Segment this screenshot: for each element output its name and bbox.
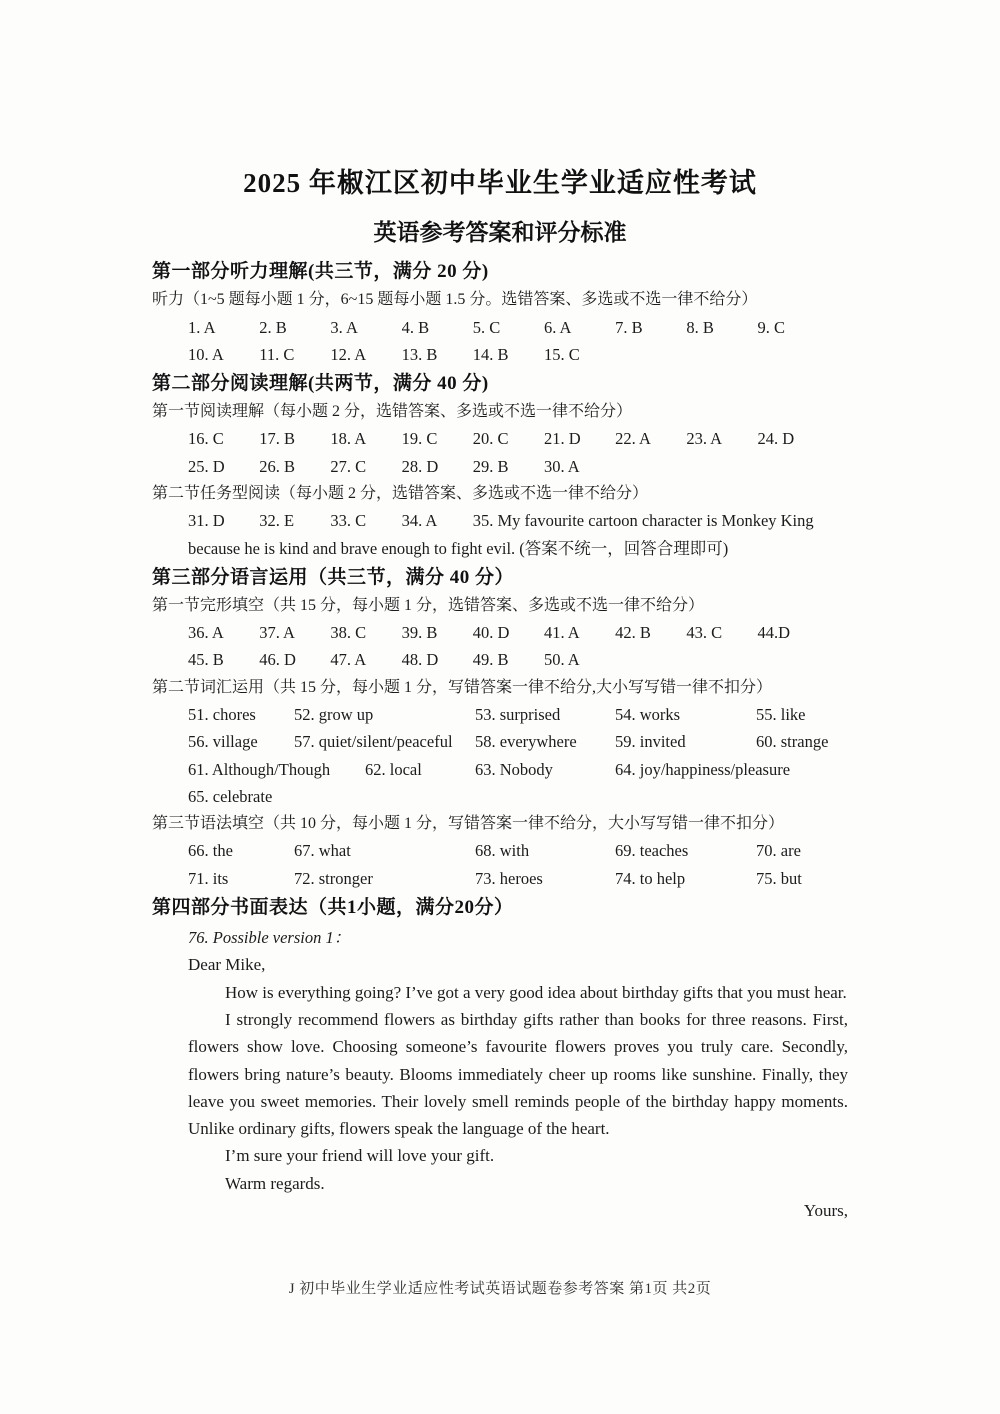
answer-item: 8. B [686, 317, 714, 337]
answer-row-grammar-2 [188, 865, 848, 892]
answer-item: 70. are [756, 841, 801, 861]
answer-item: 50. A [543, 650, 580, 670]
answer-item: 45. B [188, 650, 224, 670]
answer-item: 73. heroes [475, 868, 543, 888]
part3-section3-note: 第三节语法填空（共 10 分，每小题 1 分，写错答案一律不给分，大小写写错一律不扣分） [152, 814, 785, 832]
answer-row-vocab-3 [188, 756, 848, 783]
answer-item: 64. joy/happiness/pleasure [615, 759, 791, 779]
answer-item: 18. A [330, 429, 367, 449]
answer-item: 56. village [188, 732, 258, 752]
answer-row-cloze-1 [188, 619, 848, 646]
answer-item: 19. C [401, 429, 438, 449]
answer-item: 21. D [543, 429, 581, 449]
letter-closing: Warm regards. [225, 1173, 325, 1193]
answer-item: 3. A [330, 317, 358, 337]
part2-heading: 第二部分阅读理解(共两节，满分 40 分) [152, 372, 489, 394]
answer-item: 51. chores [188, 705, 256, 725]
answer-item: 13. B [401, 344, 438, 364]
answer-item: 74. to help [615, 868, 686, 888]
answer-row-listening-1 [188, 314, 848, 341]
answer-item: 69. teaches [615, 841, 689, 861]
exam-subtitle: 英语参考答案和评分标准 [373, 220, 627, 245]
answer-item: 71. its [188, 868, 229, 888]
answer-item: 10. A [188, 344, 224, 364]
answer-item: 44.D [757, 623, 791, 643]
answer-item: 31. D [188, 511, 225, 531]
page-footer: J 初中毕业生学业适应性考试英语试题卷参考答案 第1页 共2页 [288, 1281, 712, 1297]
letter-salutation: Dear Mike, [188, 955, 266, 975]
answer-item: 2. B [259, 317, 287, 337]
answer-row-vocab-4 [188, 783, 848, 810]
answer-item: 58. everywhere [475, 732, 577, 752]
answer-item: 1. A [188, 317, 216, 337]
letter-signature: Yours, [803, 1201, 848, 1221]
answer-item: 4. B [401, 317, 430, 337]
answer-item: 14. B [472, 344, 509, 364]
answer-item: 75. but [756, 868, 802, 888]
answer-item: 20. C [472, 429, 509, 449]
answer-item: 67. what [294, 841, 351, 861]
answer-item: 26. B [259, 456, 295, 476]
answer-item: 5. C [472, 317, 501, 337]
answer-item: 52. grow up [294, 705, 374, 725]
answer-item: 27. C [330, 456, 367, 476]
answer-item: 34. A [401, 511, 438, 531]
answer-item: 57. quiet/silent/peaceful [294, 732, 453, 752]
part4-heading: 第四部分书面表达（共1小题，满分20分） [152, 896, 514, 918]
answer-item: 35. My favourite cartoon character is Monkey King [472, 511, 814, 531]
answer-item: 32. E [259, 511, 295, 531]
part1-listening-note: 听力（1~5 题每小题 1 分，6~15 题每小题 1.5 分。选错答案、多选或不选一律不给分） [152, 291, 758, 308]
answer-item: 12. A [330, 344, 367, 364]
letter-paragraph-1: How is everything going? I’ve got a very good idea about birthday gifts that you must hear. [225, 982, 847, 1002]
answer-row-reading-2 [188, 453, 848, 480]
answer-item: 28. D [401, 456, 439, 476]
letter-paragraph-3: I’m sure your friend will love your gift. [225, 1146, 495, 1166]
answer-item: 6. A [543, 317, 572, 337]
answer-item: 49. B [472, 650, 509, 670]
answer-item: 16. C [188, 429, 224, 449]
part3-section2-note: 第二节词汇运用（共 15 分，每小题 1 分，写错答案一律不给分,大小写写错一律不扣分） [152, 678, 773, 696]
answer-item: 9. C [757, 317, 786, 337]
part2-section1-note: 第一节阅读理解（每小题 2 分，选错答案、多选或不选一律不给分） [152, 402, 633, 420]
answer-item: 46. D [259, 650, 296, 670]
part3-section1-note: 第一节完形填空（共 15 分，每小题 1 分，选错答案、多选或不选一律不给分） [152, 596, 705, 614]
answer-item: 41. A [543, 623, 580, 643]
answer-row-vocab-2 [188, 728, 848, 755]
answer-item: 55. like [756, 705, 806, 725]
part1-heading: 第一部分听力理解(共三节，满分 20 分) [152, 261, 489, 282]
answer-item: 47. A [330, 650, 367, 670]
answer-row-cloze-2 [188, 646, 848, 673]
answer-item: 72. stronger [294, 868, 373, 888]
part2-section2-note: 第二节任务型阅读（每小题 2 分，选错答案、多选或不选一律不给分） [152, 484, 649, 502]
answer-item: 65. celebrate [188, 786, 273, 806]
answer-item: 38. C [330, 623, 367, 643]
answer-item: 37. A [259, 623, 295, 643]
answer-item: 60. strange [756, 732, 829, 752]
answer-item: 42. B [615, 623, 651, 643]
answer-item: 53. surprised [475, 705, 561, 725]
answer-item: 54. works [615, 705, 681, 725]
part3-heading: 第三部分语言运用（共三节，满分 40 分） [152, 566, 515, 588]
answer-row-vocab-1 [188, 701, 848, 728]
answer-item: 39. B [401, 623, 438, 643]
answer-item: 66. the [188, 841, 233, 861]
answer-item: 40. D [472, 623, 510, 643]
answer-item: 11. C [259, 344, 295, 364]
answer-item: 36. A [188, 623, 224, 643]
answer-item: 29. B [472, 456, 509, 476]
letter-paragraph-2: I strongly recommend flowers as birthday gifts rather than books for three reasons. First, flowers show love. Choosing someone’s favourite flowers proves you truly care. Secondly, flowers bring nature’s beauty. Blooms immediately cheer up rooms like sunshine. Finally, they leave you sweet memories. Their lovely smell reminds people of the birthday happy moments. Unlike ordinary gifts, flowers speak the language of the heart. [188, 1009, 848, 1139]
answer-row-reading-1 [188, 425, 848, 452]
answer-item: 62. local [365, 759, 422, 779]
possible-version-label: 76. Possible version 1： [188, 927, 351, 947]
answer-row-listening-2 [188, 341, 848, 368]
sample-letter [188, 951, 848, 1224]
answer-item: 61. Although/Though [188, 759, 331, 779]
answer-item: 15. C [543, 344, 580, 364]
answer-item: 68. with [475, 841, 530, 861]
answer-item: 24. D [757, 429, 795, 449]
answer-item: 30. A [543, 456, 580, 476]
exam-title: 2025 年椒江区初中毕业生学业适应性考试 [243, 168, 757, 198]
answer-item: 63. Nobody [475, 759, 553, 779]
answer-item: 25. D [188, 456, 225, 476]
answer-item: 59. invited [615, 732, 686, 752]
answer-item: 48. D [401, 650, 439, 670]
answer-item: 22. A [615, 429, 651, 449]
answer-item: 33. C [330, 511, 367, 531]
answer-row-task-reading [188, 507, 848, 534]
answer-item: 7. B [615, 317, 643, 337]
answer-item: 17. B [259, 429, 295, 449]
answer-row-grammar-1 [188, 837, 848, 864]
answer-item: 43. C [686, 623, 723, 643]
answer-35-continuation: because he is kind and brave enough to fight evil. (答案不统一，回答合理即可) [188, 538, 729, 558]
answer-item: 23. A [686, 429, 723, 449]
